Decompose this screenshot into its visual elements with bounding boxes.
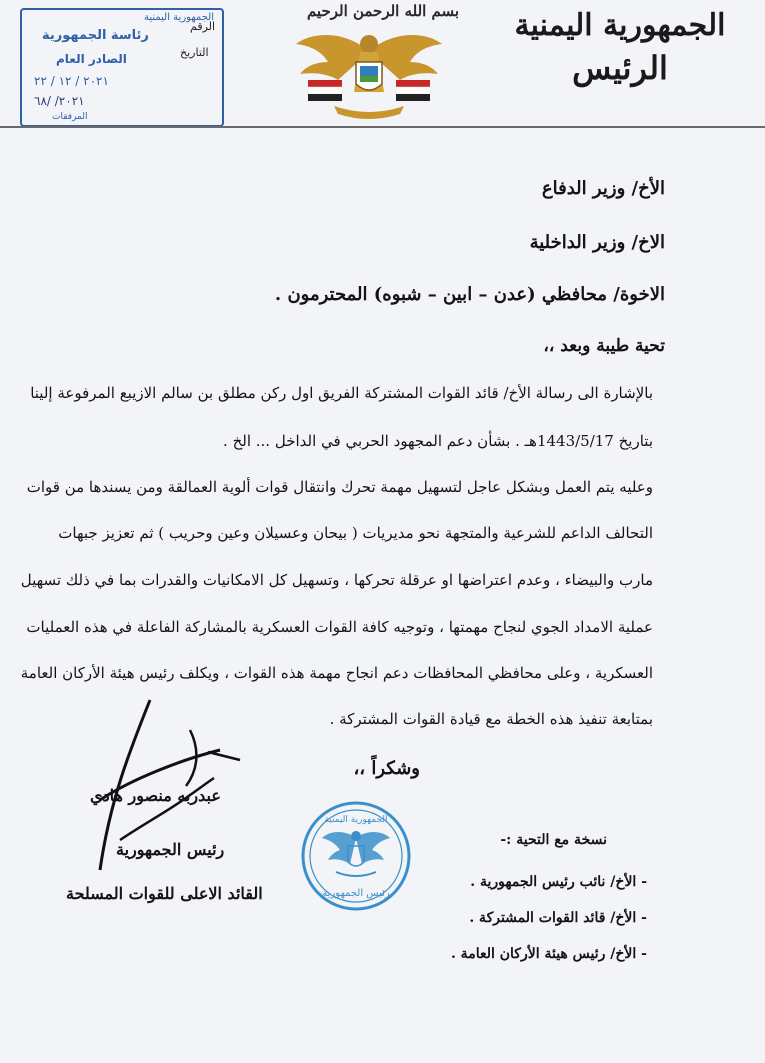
addressee-3: الاخوة/ محافظي (عدن – ابين – شبوه) المحترمون . — [274, 284, 665, 305]
cc-item: - الأخ/ قائد القوات المشتركة . — [469, 910, 647, 926]
greeting: تحية طيبة وبعد ،، — [543, 336, 665, 356]
body-line: بتاريخ 1443/5/17هـ . بشأن دعم المجهود الحربي في الداخل ... الخ . — [223, 432, 653, 450]
cc-item: - الأخ/ نائب رئيس الجمهورية . — [470, 874, 647, 890]
signatory-title: رئيس الجمهورية — [116, 840, 225, 859]
addressee-2: الاخ/ وزير الداخلية — [529, 232, 665, 253]
country-name: الجمهورية اليمنية — [514, 8, 726, 43]
bismillah: بسم الله الرحمن الرحيم — [306, 2, 460, 20]
body-line: التحالف الداعم للشرعية والمتجهة نحو مديريات ( بيحان وعسيلان وعين وحريب ) ثم تعزيز جبهات — [58, 524, 653, 542]
eagle-emblem-icon — [294, 22, 444, 122]
body-line: بالإشارة الى رسالة الأخ/ قائد القوات المشتركة الفريق اول ركن مطلق بن سالم الازيبع المرفوعة إلينا — [30, 384, 653, 402]
letterhead-title — [505, 8, 735, 87]
header-divider — [0, 126, 765, 128]
body-line: وعليه يتم العمل وبشكل عاجل لتسهيل مهمة تحرك وانتقال قوات ألوية العمالقة ومن يسندها من قوات — [26, 478, 653, 496]
body-line: بمتابعة تنفيذ هذه الخطة مع قيادة القوات المشتركة . — [329, 710, 653, 728]
presidential-seal-icon — [300, 800, 412, 912]
stamp-date-label: التاريخ — [180, 46, 209, 59]
stamp-presidency: رئاسة الجمهورية — [42, 28, 149, 43]
stamp-attachments-label: المرفقات — [52, 112, 88, 122]
signatory-name: عبدربه منصور هادي — [90, 786, 221, 805]
stamp-outgoing: الصادر العام — [56, 52, 127, 66]
stamp-top-text: الجمهورية اليمنية — [143, 12, 214, 23]
closing-thanks: وشكراً ،، — [353, 758, 420, 779]
stamp-ref-label: الرقم — [190, 20, 216, 33]
stamp-date: ٢٠٢١ / ١٢ / ٢٢ — [34, 74, 109, 88]
signatory-command: القائد الاعلى للقوات المسلحة — [66, 884, 263, 903]
cc-item: - الأخ/ رئيس هيئة الأركان العامة . — [450, 946, 647, 962]
body-line: مارب والبيضاء ، وعدم اعتراضها او عرقلة تحركها ، وتسهيل كل الامكانيات والقدرات بما في ذلك تسهيل — [20, 571, 653, 589]
cc-heading: نسخة مع التحية :- — [500, 832, 607, 848]
stamp-number: ٢٠٢١/ /٦٨ — [34, 94, 85, 108]
seal-bottom-text: رئيس الجمهورية — [322, 888, 390, 899]
seal-top-text: الجمهورية اليمنية — [324, 815, 388, 825]
body-line: العسكرية ، وعلى محافظي المحافظات دعم انجاح مهمة هذه القوات ، ويكلف رئيس هيئة الأركان العامة — [20, 664, 653, 682]
office-name: الرئيس — [572, 49, 668, 87]
body-line: عملية الامداد الجوي لنجاح مهمتها ، وتوجيه كافة القوات العسكرية بالمشاركة الفاعلة في هذه العمليات — [26, 618, 653, 636]
addressee-1: الأخ/ وزير الدفاع — [541, 178, 665, 199]
